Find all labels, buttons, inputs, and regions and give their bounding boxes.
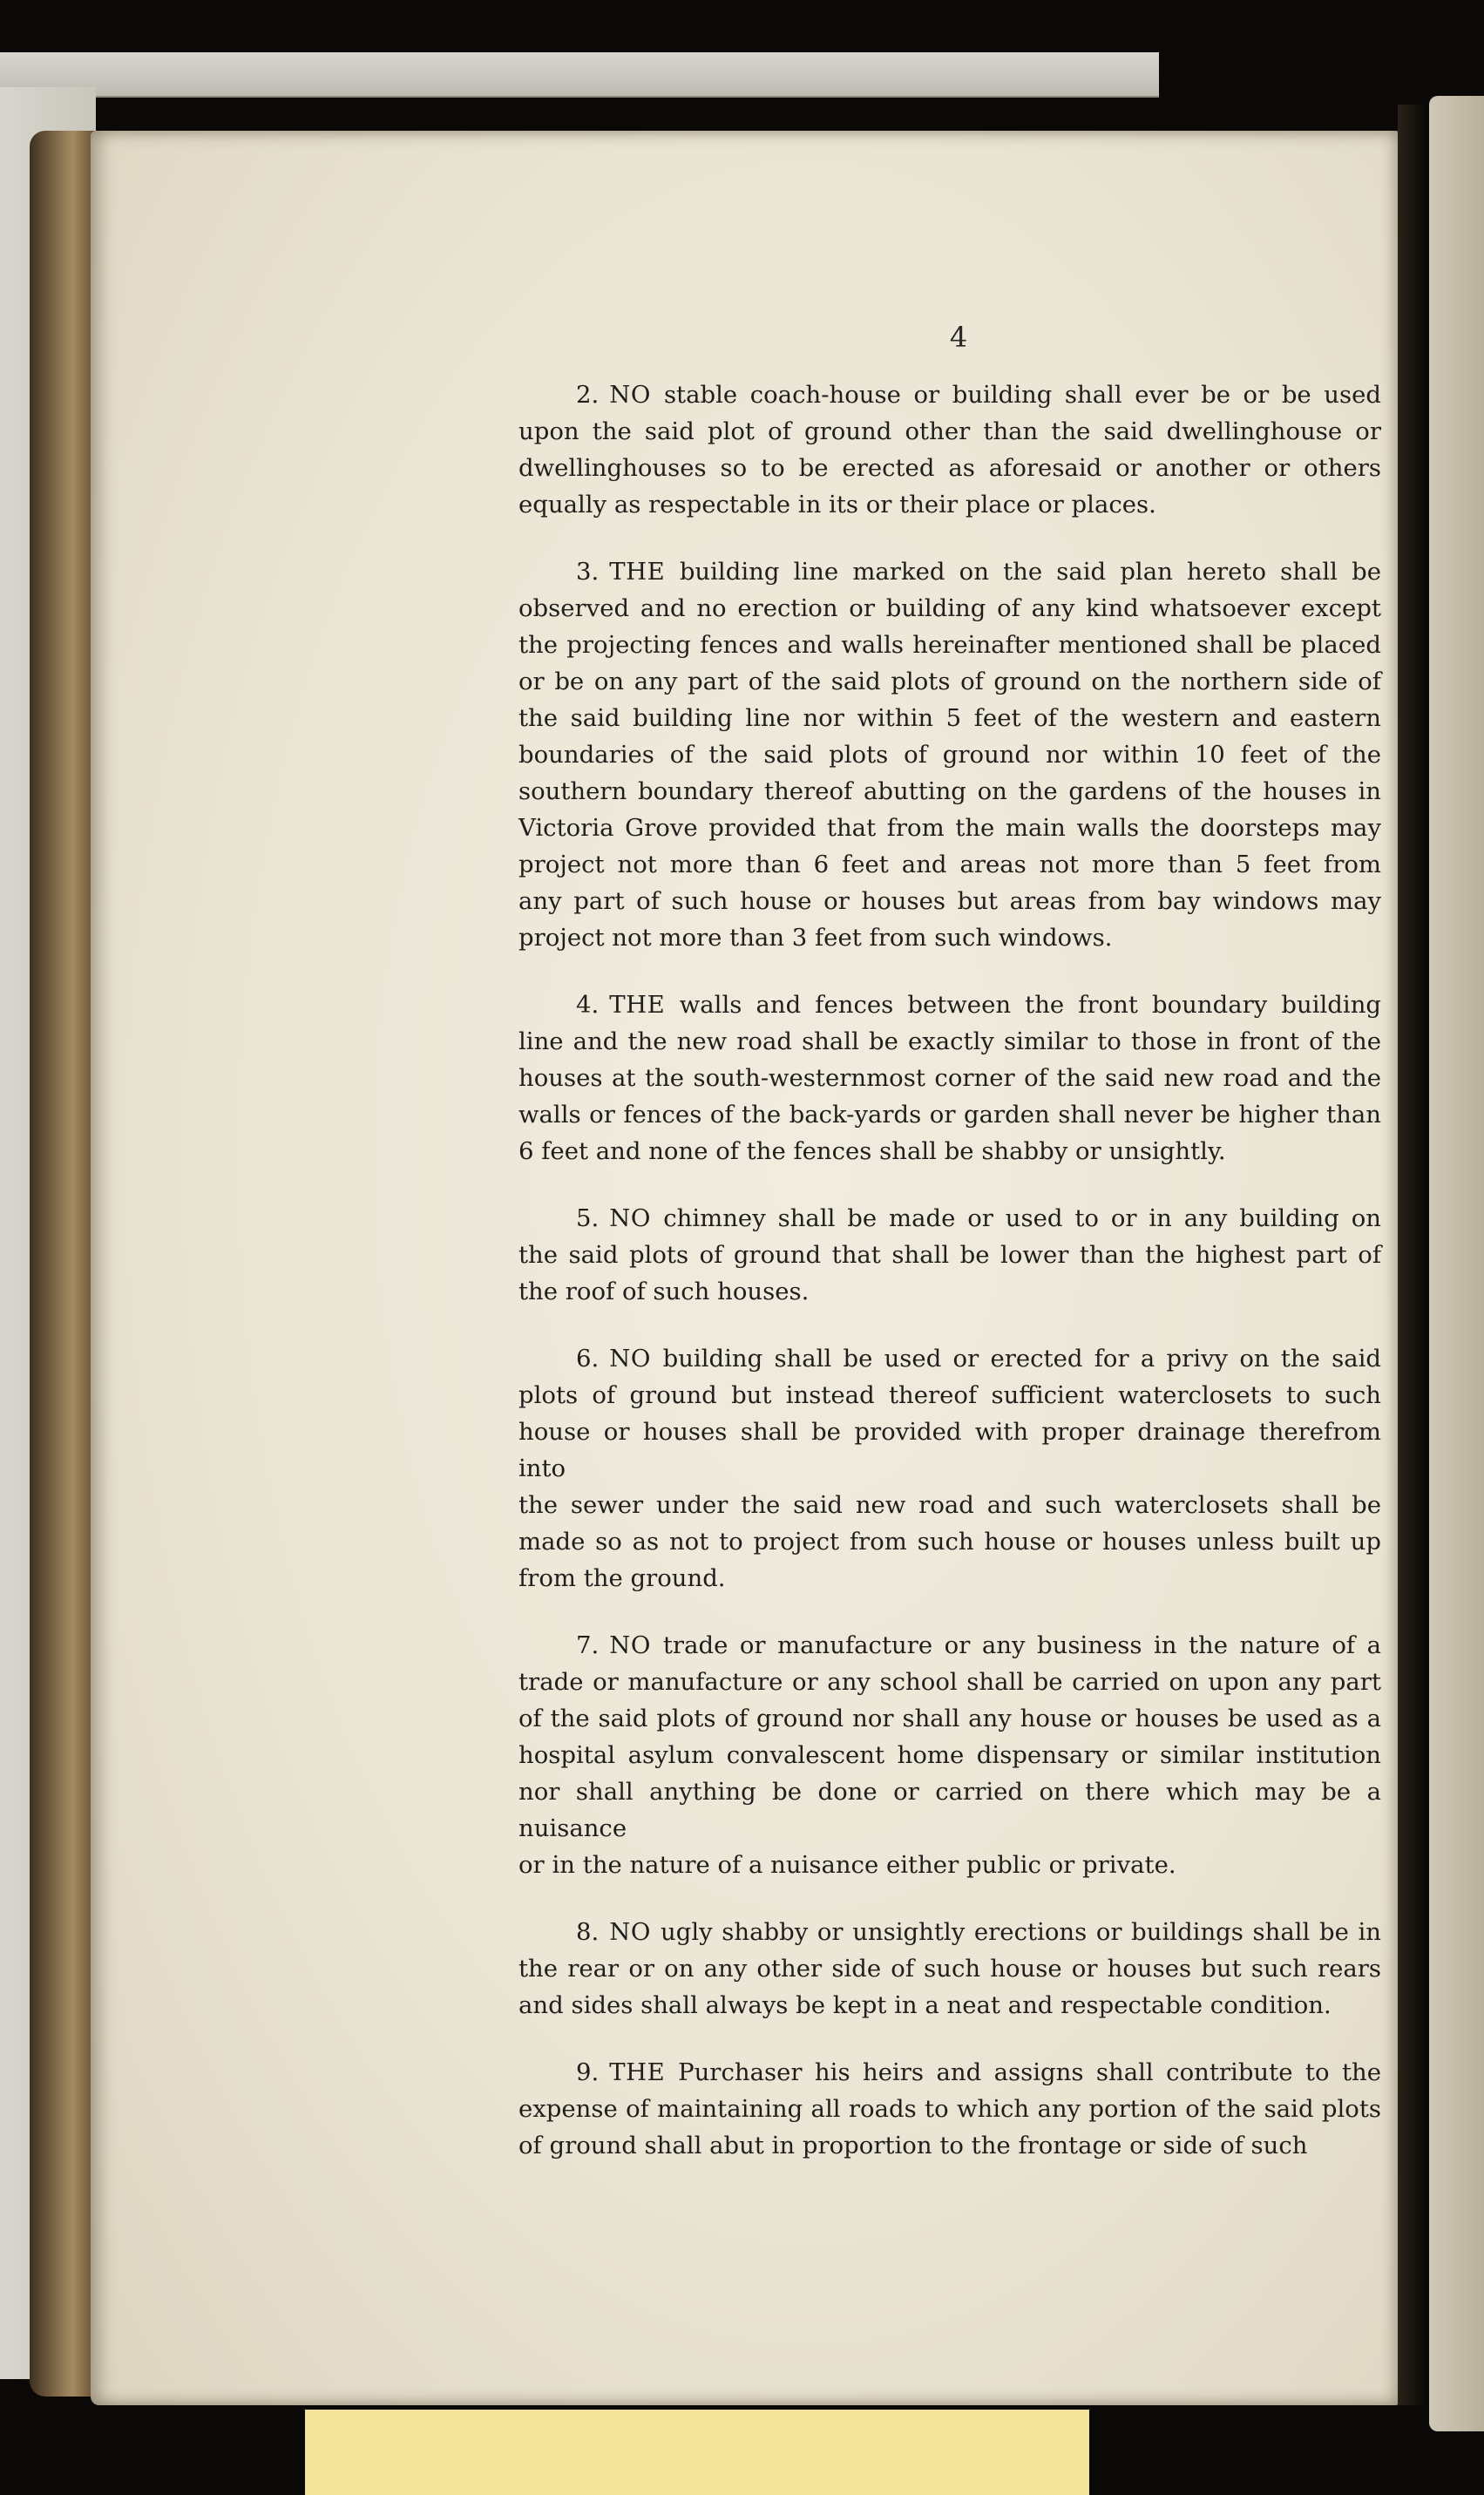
clause-line: of ground shall abut in proportion to the frontage or side of such bbox=[518, 2132, 1308, 2159]
clause-8 bbox=[518, 1914, 1381, 2024]
clause-lead-word: THE bbox=[609, 2058, 679, 2086]
clause-number: 8. bbox=[576, 1918, 600, 1946]
clause-line: 6 feet and none of the fences shall be shabby or unsightly. bbox=[518, 1137, 1226, 1165]
clause-line: the roof of such houses. bbox=[518, 1278, 810, 1305]
facing-page-edge bbox=[1429, 96, 1484, 2431]
clause-text: Purchaser his heirs and assigns shall contribute to the bbox=[678, 2058, 1381, 2086]
clause-lead-word: NO bbox=[609, 1204, 664, 1232]
clause-lead-word: NO bbox=[609, 1918, 661, 1946]
clause-line: the sewer under the said new road and such waterclosets shall be bbox=[518, 1491, 1381, 1519]
clause-5 bbox=[518, 1200, 1381, 1310]
clause-line: project not more than 6 feet and areas not more than 5 feet from bbox=[518, 851, 1381, 878]
clause-number: 6. bbox=[576, 1345, 600, 1373]
clause-text: chimney shall be made or used to or in any building on bbox=[663, 1204, 1382, 1232]
clause-line bbox=[518, 2054, 1381, 2091]
clause-2 bbox=[518, 376, 1381, 523]
clause-line: the projecting fences and walls hereinafter mentioned shall be placed bbox=[518, 631, 1381, 659]
clause-line: the said building line nor within 5 feet of the western and eastern bbox=[518, 704, 1381, 732]
clause-line: from the ground. bbox=[518, 1564, 726, 1592]
clause-number: 5. bbox=[576, 1204, 600, 1232]
clause-text: ugly shabby or unsightly erections or buildings shall be in bbox=[661, 1918, 1381, 1946]
clause-line: house or houses shall be provided with proper drainage therefrom into bbox=[518, 1418, 1381, 1482]
clause-line: project not more than 3 feet from such windows. bbox=[518, 924, 1113, 952]
clause-number: 4. bbox=[576, 991, 600, 1019]
clause-line: the rear or on any other side of such house or houses but such rears bbox=[518, 1955, 1381, 1983]
clause-text: building line marked on the said plan hereto shall be bbox=[679, 558, 1381, 586]
clause-line: dwellinghouses so to be erected as aforesaid or another or others bbox=[518, 454, 1381, 482]
clause-line bbox=[518, 986, 1381, 1023]
clause-number: 3. bbox=[576, 558, 600, 586]
clause-text: building shall be used or erected for a privy on the said bbox=[662, 1345, 1381, 1373]
clause-lead-word: THE bbox=[609, 558, 680, 586]
clause-line: walls or fences of the back-yards or garden shall never be higher than bbox=[518, 1101, 1381, 1129]
clause-line: and sides shall always be kept in a neat and respectable condition. bbox=[518, 1991, 1332, 2019]
clause-line: Victoria Grove provided that from the main walls the doorsteps may bbox=[518, 814, 1381, 842]
clause-line: trade or manufacture or any school shall be carried on upon any part bbox=[518, 1668, 1381, 1696]
clause-4 bbox=[518, 986, 1381, 1170]
clause-text: stable coach-house or building shall ever be or be used bbox=[663, 381, 1381, 409]
clause-line: upon the said plot of ground other than the said dwellinghouse or bbox=[518, 417, 1381, 445]
deed-text bbox=[518, 376, 1381, 2194]
clause-line: houses at the south-westernmost corner of the said new road and the bbox=[518, 1064, 1381, 1092]
clause-line: or be on any part of the said plots of ground on the northern side of bbox=[518, 668, 1381, 695]
clause-text: trade or manufacture or any business in the nature of a bbox=[662, 1631, 1381, 1659]
clause-number: 7. bbox=[576, 1631, 600, 1659]
clause-line bbox=[518, 1340, 1381, 1377]
clause-text: walls and fences between the front boundary building bbox=[679, 991, 1382, 1019]
clause-line: plots of ground but instead thereof sufficient waterclosets to such bbox=[518, 1381, 1381, 1409]
clause-line: nor shall anything be done or carried on there which may be a nuisance bbox=[518, 1778, 1381, 1842]
clause-number: 9. bbox=[576, 2058, 600, 2086]
clause-line: line and the new road shall be exactly similar to those in front of the bbox=[518, 1027, 1381, 1055]
clause-line: observed and no erection or building of any kind whatsoever except bbox=[518, 594, 1381, 622]
loose-sheet-top bbox=[0, 52, 1159, 98]
clause-line bbox=[518, 1200, 1381, 1237]
clause-line: or in the nature of a nuisance either public or private. bbox=[518, 1851, 1176, 1879]
clause-line: the said plots of ground that shall be lower than the highest part of bbox=[518, 1241, 1381, 1269]
clause-3 bbox=[518, 553, 1381, 956]
clause-number: 2. bbox=[576, 381, 600, 409]
clause-line bbox=[518, 553, 1381, 590]
clause-6 bbox=[518, 1340, 1381, 1597]
clause-lead-word: NO bbox=[609, 1345, 663, 1373]
clause-lead-word: THE bbox=[609, 991, 680, 1019]
clause-line: of the said plots of ground nor shall any house or houses be used as a bbox=[518, 1705, 1381, 1732]
page-number: 4 bbox=[949, 321, 968, 354]
clause-9 bbox=[518, 2054, 1381, 2164]
clause-lead-word: NO bbox=[609, 381, 664, 409]
book-gutter bbox=[1398, 105, 1424, 2405]
paper-slip bbox=[305, 2410, 1089, 2495]
clause-line: boundaries of the said plots of ground nor within 10 feet of the bbox=[518, 741, 1381, 769]
clause-lead-word: NO bbox=[609, 1631, 663, 1659]
clause-line: equally as respectable in its or their place or places. bbox=[518, 491, 1156, 519]
clause-line: made so as not to project from such house or houses unless built up bbox=[518, 1528, 1381, 1556]
clause-line: hospital asylum convalescent home dispensary or similar institution bbox=[518, 1741, 1381, 1769]
clause-line: any part of such house or houses but areas from bay windows may bbox=[518, 887, 1381, 915]
clause-line bbox=[518, 376, 1381, 413]
clause-line: expense of maintaining all roads to which any portion of the said plots bbox=[518, 2095, 1381, 2123]
clause-line bbox=[518, 1914, 1381, 1950]
clause-line: southern boundary thereof abutting on the gardens of the houses in bbox=[518, 777, 1381, 805]
clause-7 bbox=[518, 1627, 1381, 1883]
clause-line bbox=[518, 1627, 1381, 1664]
